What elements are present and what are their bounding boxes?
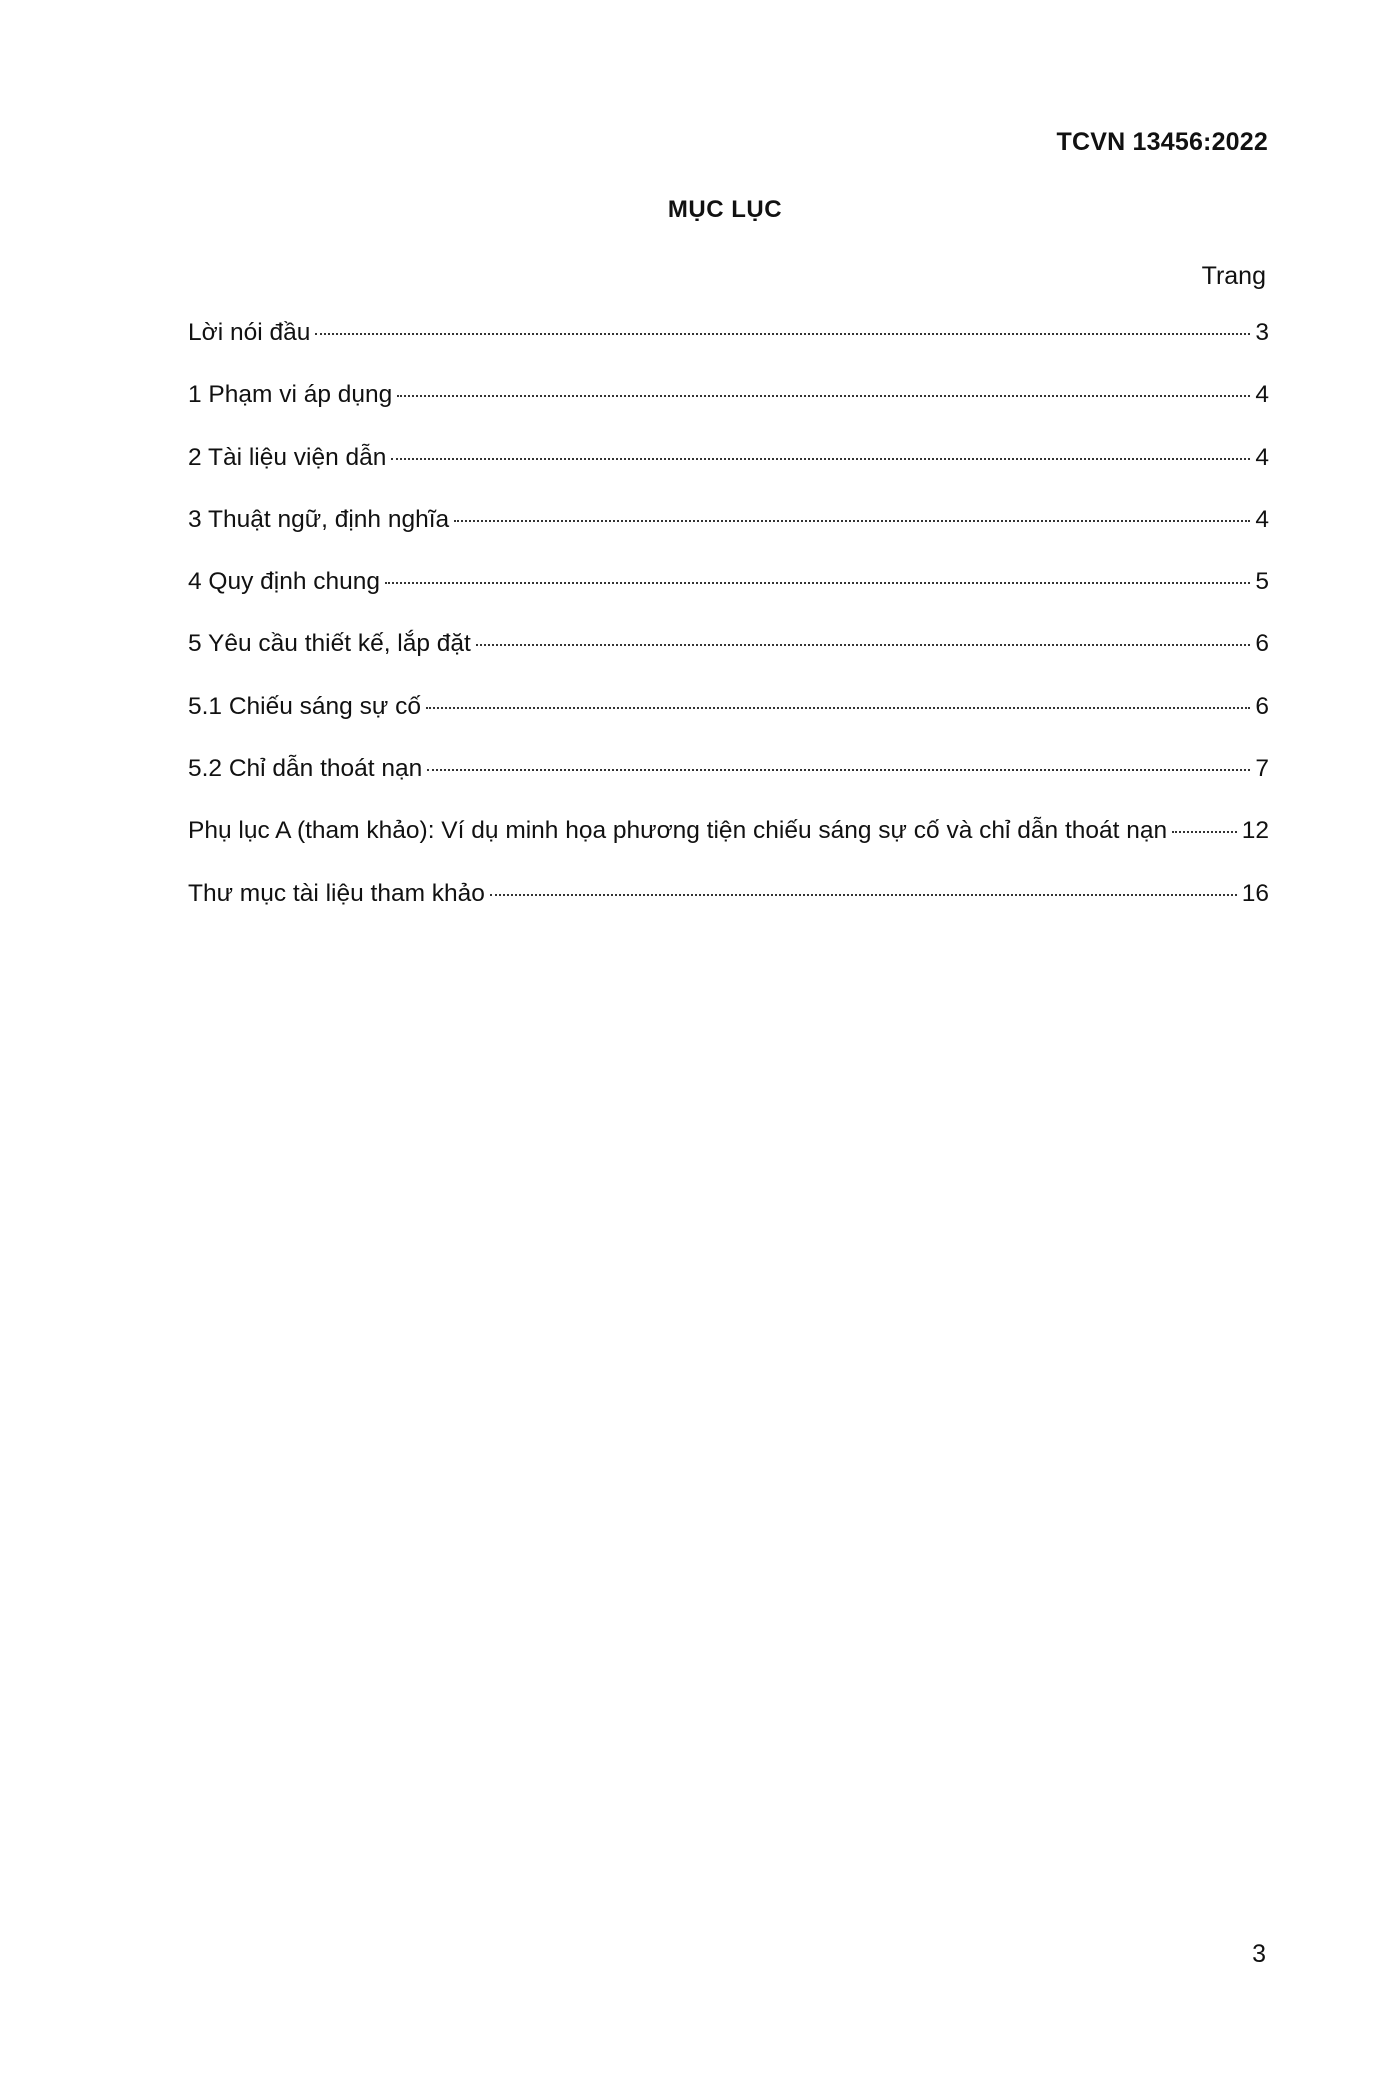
toc-entry-label: Phụ lục A (tham khảo): Ví dụ minh họa phương tiện chiếu sáng sự cố và chỉ dẫn thoát nạn bbox=[188, 817, 1168, 845]
toc-entry-label: 2 Tài liệu viện dẫn bbox=[188, 443, 387, 471]
toc-entry-page: 4 bbox=[1255, 443, 1269, 471]
toc-entry-page: 16 bbox=[1241, 879, 1269, 907]
toc-entry-page: 12 bbox=[1241, 817, 1269, 845]
page-number: 3 bbox=[1252, 1940, 1266, 1968]
table-of-contents bbox=[188, 318, 1269, 941]
toc-dot-leader bbox=[426, 707, 1250, 709]
toc-entry-label: 5.2 Chỉ dẫn thoát nạn bbox=[188, 755, 423, 783]
toc-entry-label: 5 Yêu cầu thiết kế, lắp đặt bbox=[188, 630, 471, 658]
toc-entry bbox=[188, 629, 1269, 691]
toc-entry-page: 6 bbox=[1255, 692, 1269, 720]
toc-entry bbox=[188, 879, 1269, 941]
toc-entry-page: 7 bbox=[1255, 755, 1269, 783]
toc-dot-leader bbox=[385, 582, 1250, 584]
toc-entry-page: 5 bbox=[1255, 568, 1269, 596]
toc-entry bbox=[188, 380, 1269, 442]
toc-entry-label: 5.1 Chiếu sáng sự cố bbox=[188, 692, 421, 720]
toc-entry-label: 1 Phạm vi áp dụng bbox=[188, 381, 393, 409]
toc-entry-label: 4 Quy định chung bbox=[188, 568, 381, 596]
toc-entry bbox=[188, 443, 1269, 505]
toc-dot-leader bbox=[427, 769, 1250, 771]
toc-entry-page: 4 bbox=[1255, 381, 1269, 409]
toc-entry-label: Lời nói đầu bbox=[188, 319, 311, 346]
document-code: TCVN 13456:2022 bbox=[1056, 128, 1268, 156]
toc-title: MỤC LỤC bbox=[667, 196, 783, 223]
toc-entry bbox=[188, 692, 1269, 754]
toc-entry-page: 3 bbox=[1255, 319, 1269, 346]
page-column-label: Trang bbox=[1201, 262, 1266, 290]
toc-entry bbox=[188, 318, 1269, 380]
toc-entry bbox=[188, 754, 1269, 816]
toc-entry-label: Thư mục tài liệu tham khảo bbox=[188, 879, 485, 907]
toc-dot-leader bbox=[476, 644, 1250, 646]
toc-dot-leader bbox=[490, 894, 1237, 896]
toc-entry-page: 4 bbox=[1255, 505, 1269, 533]
toc-dot-leader bbox=[315, 333, 1250, 335]
toc-dot-leader bbox=[391, 458, 1250, 460]
toc-dot-leader bbox=[454, 520, 1250, 522]
toc-dot-leader bbox=[1172, 831, 1237, 833]
toc-dot-leader bbox=[397, 395, 1250, 397]
toc-entry-page: 6 bbox=[1255, 630, 1269, 658]
toc-entry bbox=[188, 567, 1269, 629]
toc-entry-label: 3 Thuật ngữ, định nghĩa bbox=[188, 505, 450, 533]
toc-entry bbox=[188, 505, 1269, 567]
toc-entry bbox=[188, 816, 1269, 878]
